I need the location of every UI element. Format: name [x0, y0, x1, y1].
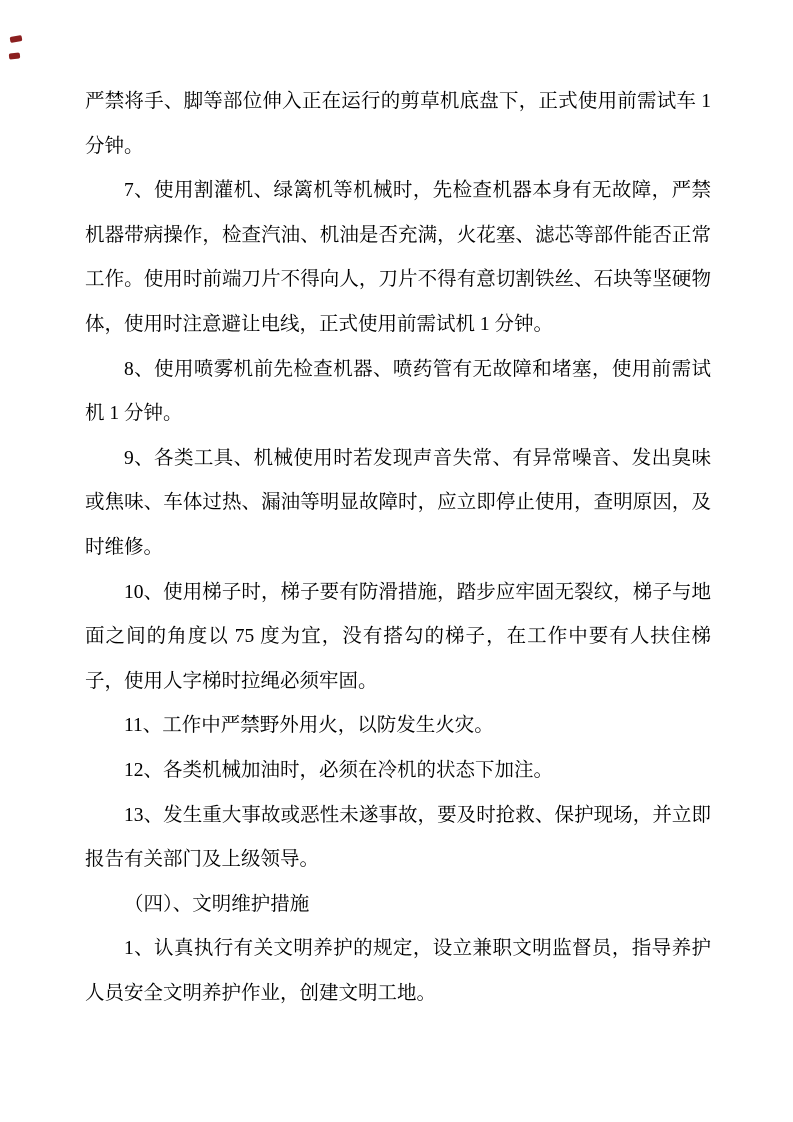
document-text-body: [85, 80, 711, 1016]
list-item-13: 13、发生重大事故或恶性未遂事故，要及时抢救、保护现场，并立即报告有关部门及上级领导。: [85, 804, 711, 871]
section-heading-4: （四）、文明维护措施: [124, 893, 310, 915]
list-item-7: 7、使用割灌机、绿篱机等机械时，先检查机器本身有无故障，严禁机器带病操作，检查汽油、机油是否充满，火花塞、滤芯等部件能否正常工作。使用时前端刀片不得向人，刀片不得有意切割铁丝、石块等坚硬物体，使用时注意避让电线，正式使用前需试机 1 分钟。: [85, 180, 711, 335]
paragraph-continuation: 严禁将手、脚等部位伸入正在运行的剪草机底盘下，正式使用前需试车 1 分钟。: [85, 91, 711, 157]
list-item-1: 1、认真执行有关文明养护的规定，设立兼职文明监督员，指导养护人员安全文明养护作业，创建文明工地。: [85, 938, 711, 1004]
list-item-10: 10、使用梯子时，梯子要有防滑措施，踏步应牢固无裂纹，梯子与地面之间的角度以 75 度为宜，没有搭勾的梯子，在工作中要有人扶住梯子，使用人字梯时拉绳必须牢固。: [85, 581, 711, 692]
red-pen-mark-bottom: [9, 52, 21, 59]
list-item-8: 8、使用喷雾机前先检查机器、喷药管有无故障和堵塞，使用前需试机 1 分钟。: [85, 358, 711, 425]
list-item-11: 11、工作中严禁野外用火，以防发生火灾。: [124, 715, 494, 737]
list-item-12: 12、各类机械加油时，必须在冷机的状态下加注。: [124, 759, 554, 781]
red-pen-mark-top: [10, 35, 23, 43]
list-item-9: 9、各类工具、机械使用时若发现声音失常、有异常噪音、发出臭味或焦味、车体过热、漏油等明显故障时，应立即停止使用，查明原因，及时维修。: [85, 447, 711, 558]
